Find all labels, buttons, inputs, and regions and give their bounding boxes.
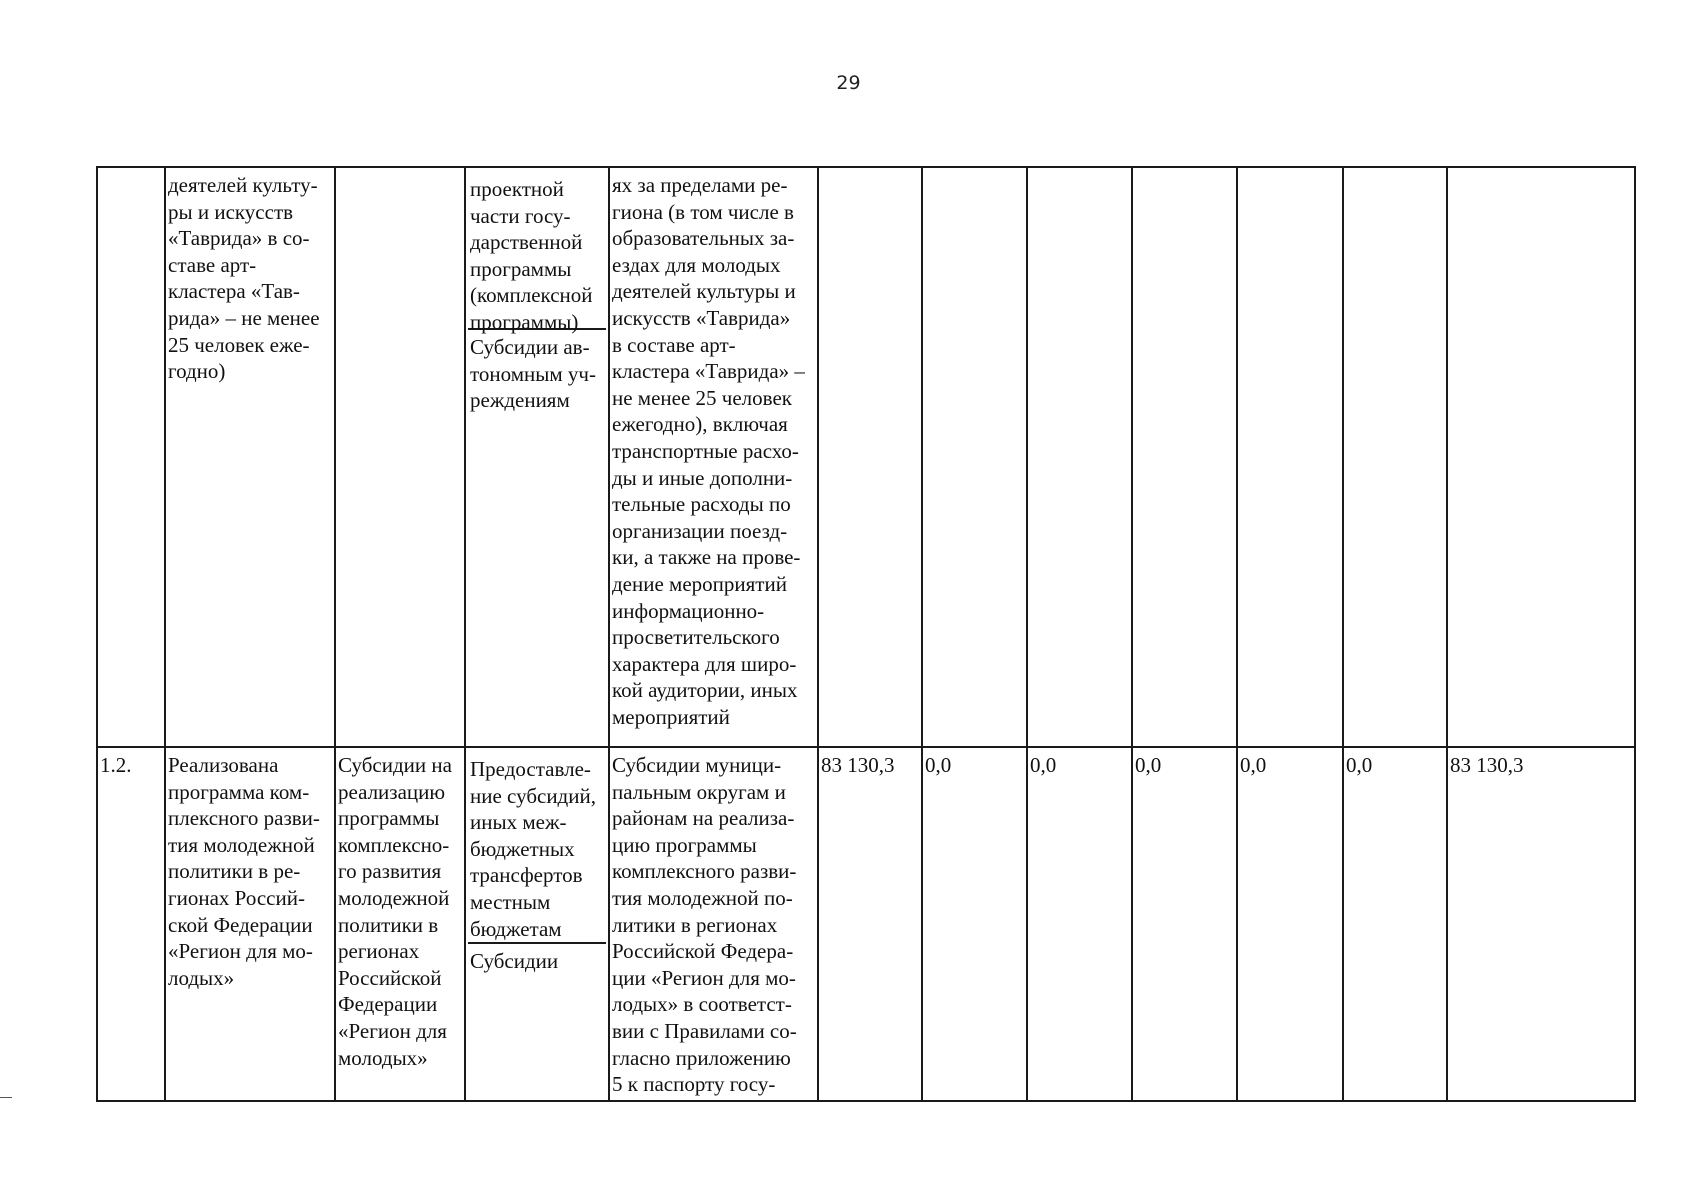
text-line: ции «Регион для мо-	[612, 965, 796, 990]
text-line: ды и иные дополни-	[612, 465, 793, 490]
cell-value-4	[1132, 167, 1237, 747]
table-row-continuation	[97, 167, 1635, 747]
text-line: (комплексной	[470, 283, 593, 308]
cell-value-5	[1237, 167, 1343, 747]
text-line: тия молодежной	[168, 832, 315, 857]
cell-description	[609, 167, 818, 747]
text-line: местным	[470, 889, 551, 914]
text-line: пальным округам и	[612, 779, 786, 804]
cell-value-5: 0,0	[1237, 747, 1343, 1101]
text-line: тельные расходы по	[612, 492, 791, 517]
text-line: молодежной	[338, 885, 450, 910]
text-line: мероприятий	[612, 704, 730, 729]
text-line: бюджетных	[470, 836, 575, 861]
cell-value-3	[1027, 167, 1132, 747]
expense-type-sub	[468, 942, 606, 977]
text-line: комплексно-	[338, 832, 450, 857]
text-line: Реализована	[168, 753, 279, 777]
text-line: лодых» в соответст-	[612, 992, 792, 1017]
text-line: искусств «Таврида»	[612, 305, 791, 330]
text-line: «Регион для мо-	[168, 939, 313, 964]
text-line: вии с Правилами со-	[612, 1018, 797, 1043]
cell-value-2	[922, 167, 1027, 747]
table-row-1-2	[97, 747, 1635, 1101]
cell-value-4: 0,0	[1132, 747, 1237, 1101]
page-number: 29	[836, 72, 861, 94]
text-line: характера для широ-	[612, 651, 797, 676]
text-line: годно)	[168, 359, 226, 384]
text-line: реждениям	[470, 388, 570, 413]
cell-number	[97, 167, 165, 747]
text-line: гласно приложению	[612, 1045, 791, 1070]
cell-number: 1.2.	[97, 747, 165, 1101]
cell-result	[165, 167, 335, 747]
text-line: молодых»	[338, 1045, 428, 1070]
cell-value-6	[1343, 167, 1447, 747]
cell-subsidy-name	[335, 747, 465, 1101]
text-line: не менее 25 человек	[612, 385, 792, 410]
cell-value-6: 0,0	[1343, 747, 1447, 1101]
text-line: ки, а также на прове-	[612, 545, 801, 570]
text-line: ездах для молодых	[612, 252, 781, 277]
cell-expense-type	[465, 747, 609, 1101]
cell-value-3: 0,0	[1027, 747, 1132, 1101]
expense-type-sub	[468, 328, 606, 416]
text-line: образовательных за-	[612, 226, 795, 251]
expense-type-main	[468, 752, 606, 942]
text-line: ях за пределами ре-	[612, 173, 788, 197]
text-line: программы	[470, 256, 572, 281]
text-line: Субсидии муници-	[612, 753, 782, 777]
text-line: реализацию	[338, 779, 446, 804]
text-line: ние субсидий,	[470, 783, 596, 808]
text-line: 25 человек еже-	[168, 332, 310, 357]
text-line: литики в регионах	[612, 912, 778, 937]
cell-result	[165, 747, 335, 1101]
text-line: транспортные расхо-	[612, 438, 799, 463]
text-line: 5 к паспорту госу-	[612, 1072, 776, 1097]
text-line: проектной	[470, 177, 564, 201]
text-line: в составе арт-	[612, 332, 736, 357]
text-line: тия молодежной по-	[612, 885, 793, 910]
text-line: гионах Россий-	[168, 885, 305, 910]
text-line: дение мероприятий	[612, 571, 787, 596]
margin-mark	[0, 1097, 12, 1098]
text-line: тономным уч-	[470, 361, 596, 386]
cell-value-2: 0,0	[922, 747, 1027, 1101]
text-line: кластера «Тав-	[168, 279, 300, 304]
cell-description	[609, 747, 818, 1101]
text-line: кластера «Таврида» –	[612, 359, 805, 384]
text-line: Федерации	[338, 992, 438, 1017]
budget-table	[96, 166, 1636, 1102]
text-line: лодых»	[168, 965, 235, 990]
text-line: «Регион для	[338, 1018, 447, 1043]
text-line: трансфертов	[470, 863, 583, 888]
expense-type-main	[468, 172, 606, 334]
cell-value-total: 83 130,3	[1447, 747, 1635, 1101]
text-line: комплексного разви-	[612, 859, 797, 884]
text-line: просветительского	[612, 625, 780, 650]
text-line: кой аудитории, иных	[612, 678, 798, 703]
text-line: гиона (в том числе в	[612, 199, 794, 224]
text-line: рида» – не менее	[168, 305, 320, 330]
text-line: политики в	[338, 912, 439, 937]
text-line: программы	[338, 806, 440, 831]
text-line: программы)	[470, 309, 579, 334]
text-line: регионах	[338, 939, 420, 964]
text-line: бюджетам	[470, 916, 562, 941]
text-line: ской Федерации	[168, 912, 313, 937]
text-line: Российской	[338, 965, 442, 990]
text-line: Субсидии	[470, 949, 559, 973]
text-line: деятелей культуры и	[612, 279, 796, 304]
text-line: Субсидии на	[338, 753, 452, 777]
text-line: Предоставле-	[470, 757, 591, 781]
cell-subsidy-name	[335, 167, 465, 747]
cell-value-1	[818, 167, 922, 747]
text-line: го развития	[338, 859, 442, 884]
text-line: программа ком-	[168, 779, 310, 804]
text-line: дарственной	[470, 230, 583, 255]
text-line: «Таврида» в со-	[168, 226, 310, 251]
cell-expense-type	[465, 167, 609, 747]
text-line: информационно-	[612, 598, 765, 623]
text-line: Субсидии ав-	[470, 335, 590, 359]
text-line: политики в ре-	[168, 859, 301, 884]
cell-value-total	[1447, 167, 1635, 747]
text-line: Российской Федера-	[612, 939, 794, 964]
text-line: цию программы	[612, 832, 757, 857]
text-line: плексного разви-	[168, 806, 320, 831]
text-line: ежегодно), включая	[612, 412, 788, 437]
text-line: ставе арт-	[168, 252, 257, 277]
text-line: районам на реализа-	[612, 806, 795, 831]
cell-value-1: 83 130,3	[818, 747, 922, 1101]
text-line: организации поезд-	[612, 518, 788, 543]
text-line: ры и искусств	[168, 199, 294, 224]
text-line: деятелей культу-	[168, 173, 318, 197]
text-line: части госу-	[470, 203, 571, 228]
text-line: иных меж-	[470, 810, 567, 835]
